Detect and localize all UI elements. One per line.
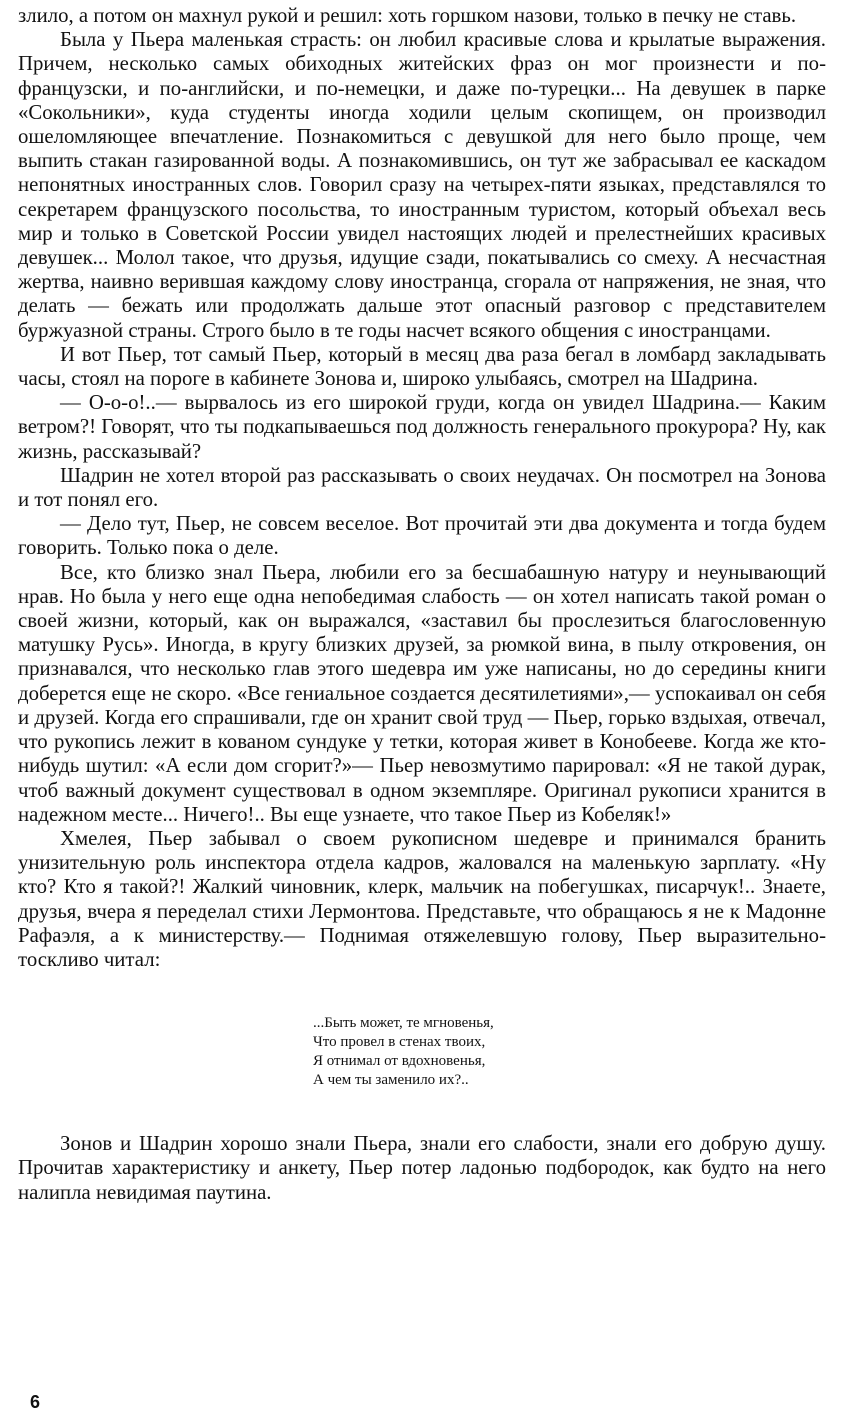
paragraph-zonov-reply: — Дело тут, Пьер, не совсем веселое. Вот прочитай эти два документа и тогда будем говорить. Только пока о деле. — [18, 512, 826, 560]
poem-quote — [18, 1014, 826, 1090]
page-text — [18, 4, 826, 1205]
poem-line: Что провел в стенах твоих, — [313, 1034, 486, 1051]
paragraph-continued: злило, а потом он махнул рукой и решил: хоть горшком назови, только в печку не ставь. — [18, 4, 797, 27]
poem-line: ...Быть может, те мгновенья, — [313, 1015, 494, 1032]
paragraph-shadrin-silent: Шадрин не хотел второй раз рассказывать о своих неудачах. Он посмотрел на Зонова и тот понял его. — [18, 463, 826, 512]
paragraph-pierre-novel: Все, кто близко знал Пьера, любили его за бесшабашную натуру и неунывающий нрав. Но была у него еще одна непобедимая слабость — он хотел написать такой роман о своей жизни, который, как он выражался, «заставил бы прослезиться благословенную матушку Русь». Иногда, в кругу близких друзей, за рюмкой вина, в пылу откровения, он признавался, что несколько глав этого шедевра им уже написаны, но до середины книги доберется еще не скоро. «Все гениальное создается десятилетиями»,— успокаивал он себя и друзей. Когда его спрашивали, где он хранит свой труд — Пьер, горько вздыхая, отвечал, что рукопись лежит в кованом сундуке у тетки, которая живет в Конобееве. Когда же кто-нибудь шутил: «А если дом сгорит?»— Пьер невозмутимо парировал: «Я не такой дурак, чтоб важный документ существовал в одном экземпляре. Оригинал рукописи хранится в надежном месте... Ничего!.. Вы еще узнаете, что такое Пьер из Кобеляк!» — [18, 560, 826, 826]
poem-line: А чем ты заменило их?.. — [313, 1072, 469, 1089]
paragraph-closing: Зонов и Шадрин хорошо знали Пьера, знали его слабости, знали его добрую душу. Прочитав характеристику и анкету, Пьер потер ладонью подбородок, как будто на него налипла невидимая паутина. — [18, 1132, 826, 1204]
page-number: 6 — [30, 1392, 41, 1412]
paragraph-pierre-passion: Была у Пьера маленькая страсть: он любил красивые слова и крылатые выражения. Причем, несколько самых обиходных житейских фраз он мог произнести и по-французски, и по-английски, и по-немецки, и даже по-турецки... На девушек в парке «Сокольники», куда студенты иногда ходили целым скопищем, он производил ошеломляющее впечатление. Познакомиться с девушкой для него было проще, чем выпить стакан газированной воды. А познакомившись, он тут же забрасывал ее каскадом непонятных иностранных слов. Говорил сразу на четырех-пяти языках, представлялся то секретарем французского посольства, то иностранным туристом, который объехал весь мир и только в Советской России увидел настоящих людей и прелестнейших красивых девушек... Молол такое, что друзья, идущие сзади, покатывались со смеху. А несчастная жертва, наивно верившая каждому слову иностранца, сгорала от напряжения, не зная, что делать — бежать или продолжать дальше этот опасный разговор с представителем буржуазной страны. Строго было в те годы насчет всякого общения с иностранцами. — [18, 28, 826, 342]
poem-line: Я отнимал от вдохновенья, — [313, 1053, 486, 1070]
paragraph-pierre-arrives: И вот Пьер, тот самый Пьер, который в месяц два раза бегал в ломбард закладывать часы, стоял на пороге в кабинете Зонова и, широко улыбаясь, смотрел на Шадрина. — [18, 342, 826, 391]
paragraph-pierre-greeting: — О-о-о!..— вырвалось из его широкой груди, когда он увидел Шадрина.— Каким ветром?! Говорят, что ты подкапываешься под должность генерального прокурора? Ну, как жизнь, рассказывай? — [18, 391, 826, 463]
paragraph-pierre-complains: Хмелея, Пьер забывал о своем рукописном шедевре и принимался бранить унизительную роль инспектора отдела кадров, жаловался на маленькую зарплату. «Ну кто? Кто я такой?! Жалкий чиновник, клерк, мальчик на побегушках, писарчук!.. Знаете, друзья, вчера я переделал стихи Лермонтова. Представьте, что обращаюсь я не к Мадонне Рафаэля, а к министерству.— Поднимая отяжелевшую голову, Пьер выразительно-тоскливо читал: — [18, 826, 826, 971]
